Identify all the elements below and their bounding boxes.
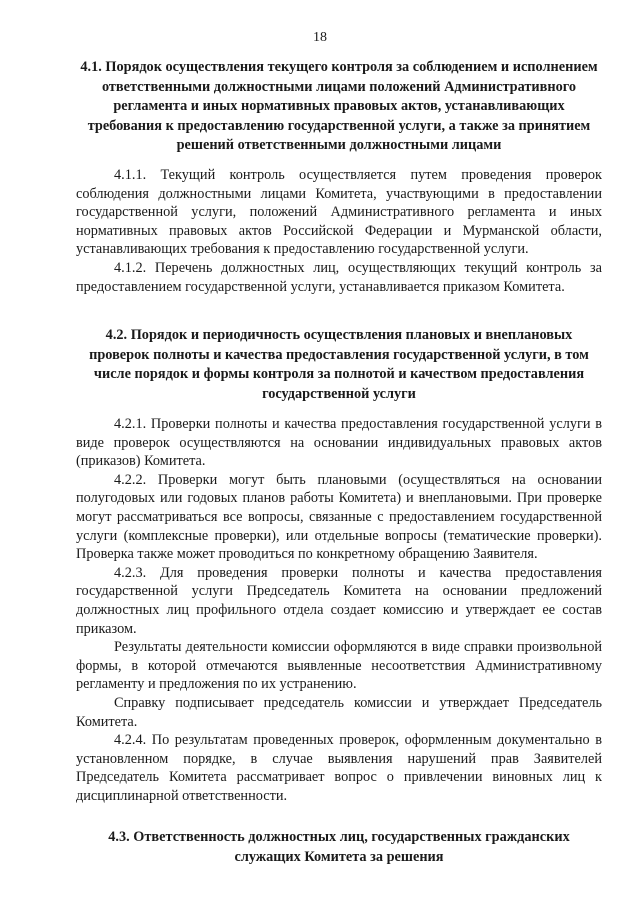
section-4-1-heading: 4.1. Порядок осуществления текущего контроля за соблюдением и исполнением ответственными должностными лицами положений Административного регламента и иных нормативных правовых актов, устанавливающих требования к предоставлению государственной услуги, а также за принятием решений ответственными должностными лицами — [80, 59, 598, 153]
page-number: 18 — [313, 30, 327, 45]
paragraph-4-2-2: 4.2.2. Проверки могут быть плановыми (осуществляться на основании полугодовых или годовых планов работы Комитета) и внеплановыми. При проверке могут рассматриваться все вопросы, связанные с предоставлением государственной услуги (комплексные проверки), или отдельные вопросы (тематические проверки). Проверка также может проводиться по конкретному обращению Заявителя. — [76, 471, 602, 563]
section-4-3-heading: 4.3. Ответственность должностных лиц, государственных гражданских служащих Комитета за решения — [108, 829, 570, 865]
paragraph-commission-results: Результаты деятельности комиссии оформляются в виде справки произвольной формы, в которой отмечаются выявленные несоответствия Административному регламенту и предложения по их устранению. — [76, 639, 602, 693]
paragraph-4-2-1: 4.2.1. Проверки полноты и качества предоставления государственной услуги в виде проверок осуществляются на основании индивидуальных правовых актов (приказов) Комитета. — [76, 416, 602, 470]
paragraph-4-1-1: 4.1.1. Текущий контроль осуществляется путем проведения проверок соблюдения должностными лицами Комитета, участвующими в предоставлении государственной услуги, положений Административного регламента и иных нормативных правовых актов Российской Федерации и Мурманской области, устанавливающих требования к предоставлению государственной услуги. — [76, 167, 602, 258]
paragraph-4-2-3: 4.2.3. Для проведения проверки полноты и качества предоставления государственной услуги Председатель Комитета на основании предложений должностных лиц профильного отдела создает комиссию и утверждает ее состав приказом. — [76, 564, 602, 637]
paragraph-4-2-4: 4.2.4. По результатам проведенных проверок, оформленным документально в установленном порядке, в случае выявления нарушений прав Заявителей Председатель Комитета рассматривает вопрос о привлечении виновных лиц к дисциплинарной ответственности. — [76, 732, 602, 804]
section-4-1-body — [76, 166, 602, 296]
paragraph-4-1-2: 4.1.2. Перечень должностных лиц, осуществляющих текущий контроль за предоставлением государственной услуги, устанавливается приказом Комитета. — [76, 259, 602, 295]
paragraph-report-signing: Справку подписывает председатель комиссии и утверждает Председатель Комитета. — [76, 694, 602, 730]
section-4-2-body — [76, 415, 602, 805]
section-4-2-heading: 4.2. Порядок и периодичность осуществления плановых и внеплановых проверок полноты и качества предоставления государственной услуги, в том числе порядок и формы контроля за полнотой и качеством предоставления государственной услуги — [89, 327, 589, 402]
